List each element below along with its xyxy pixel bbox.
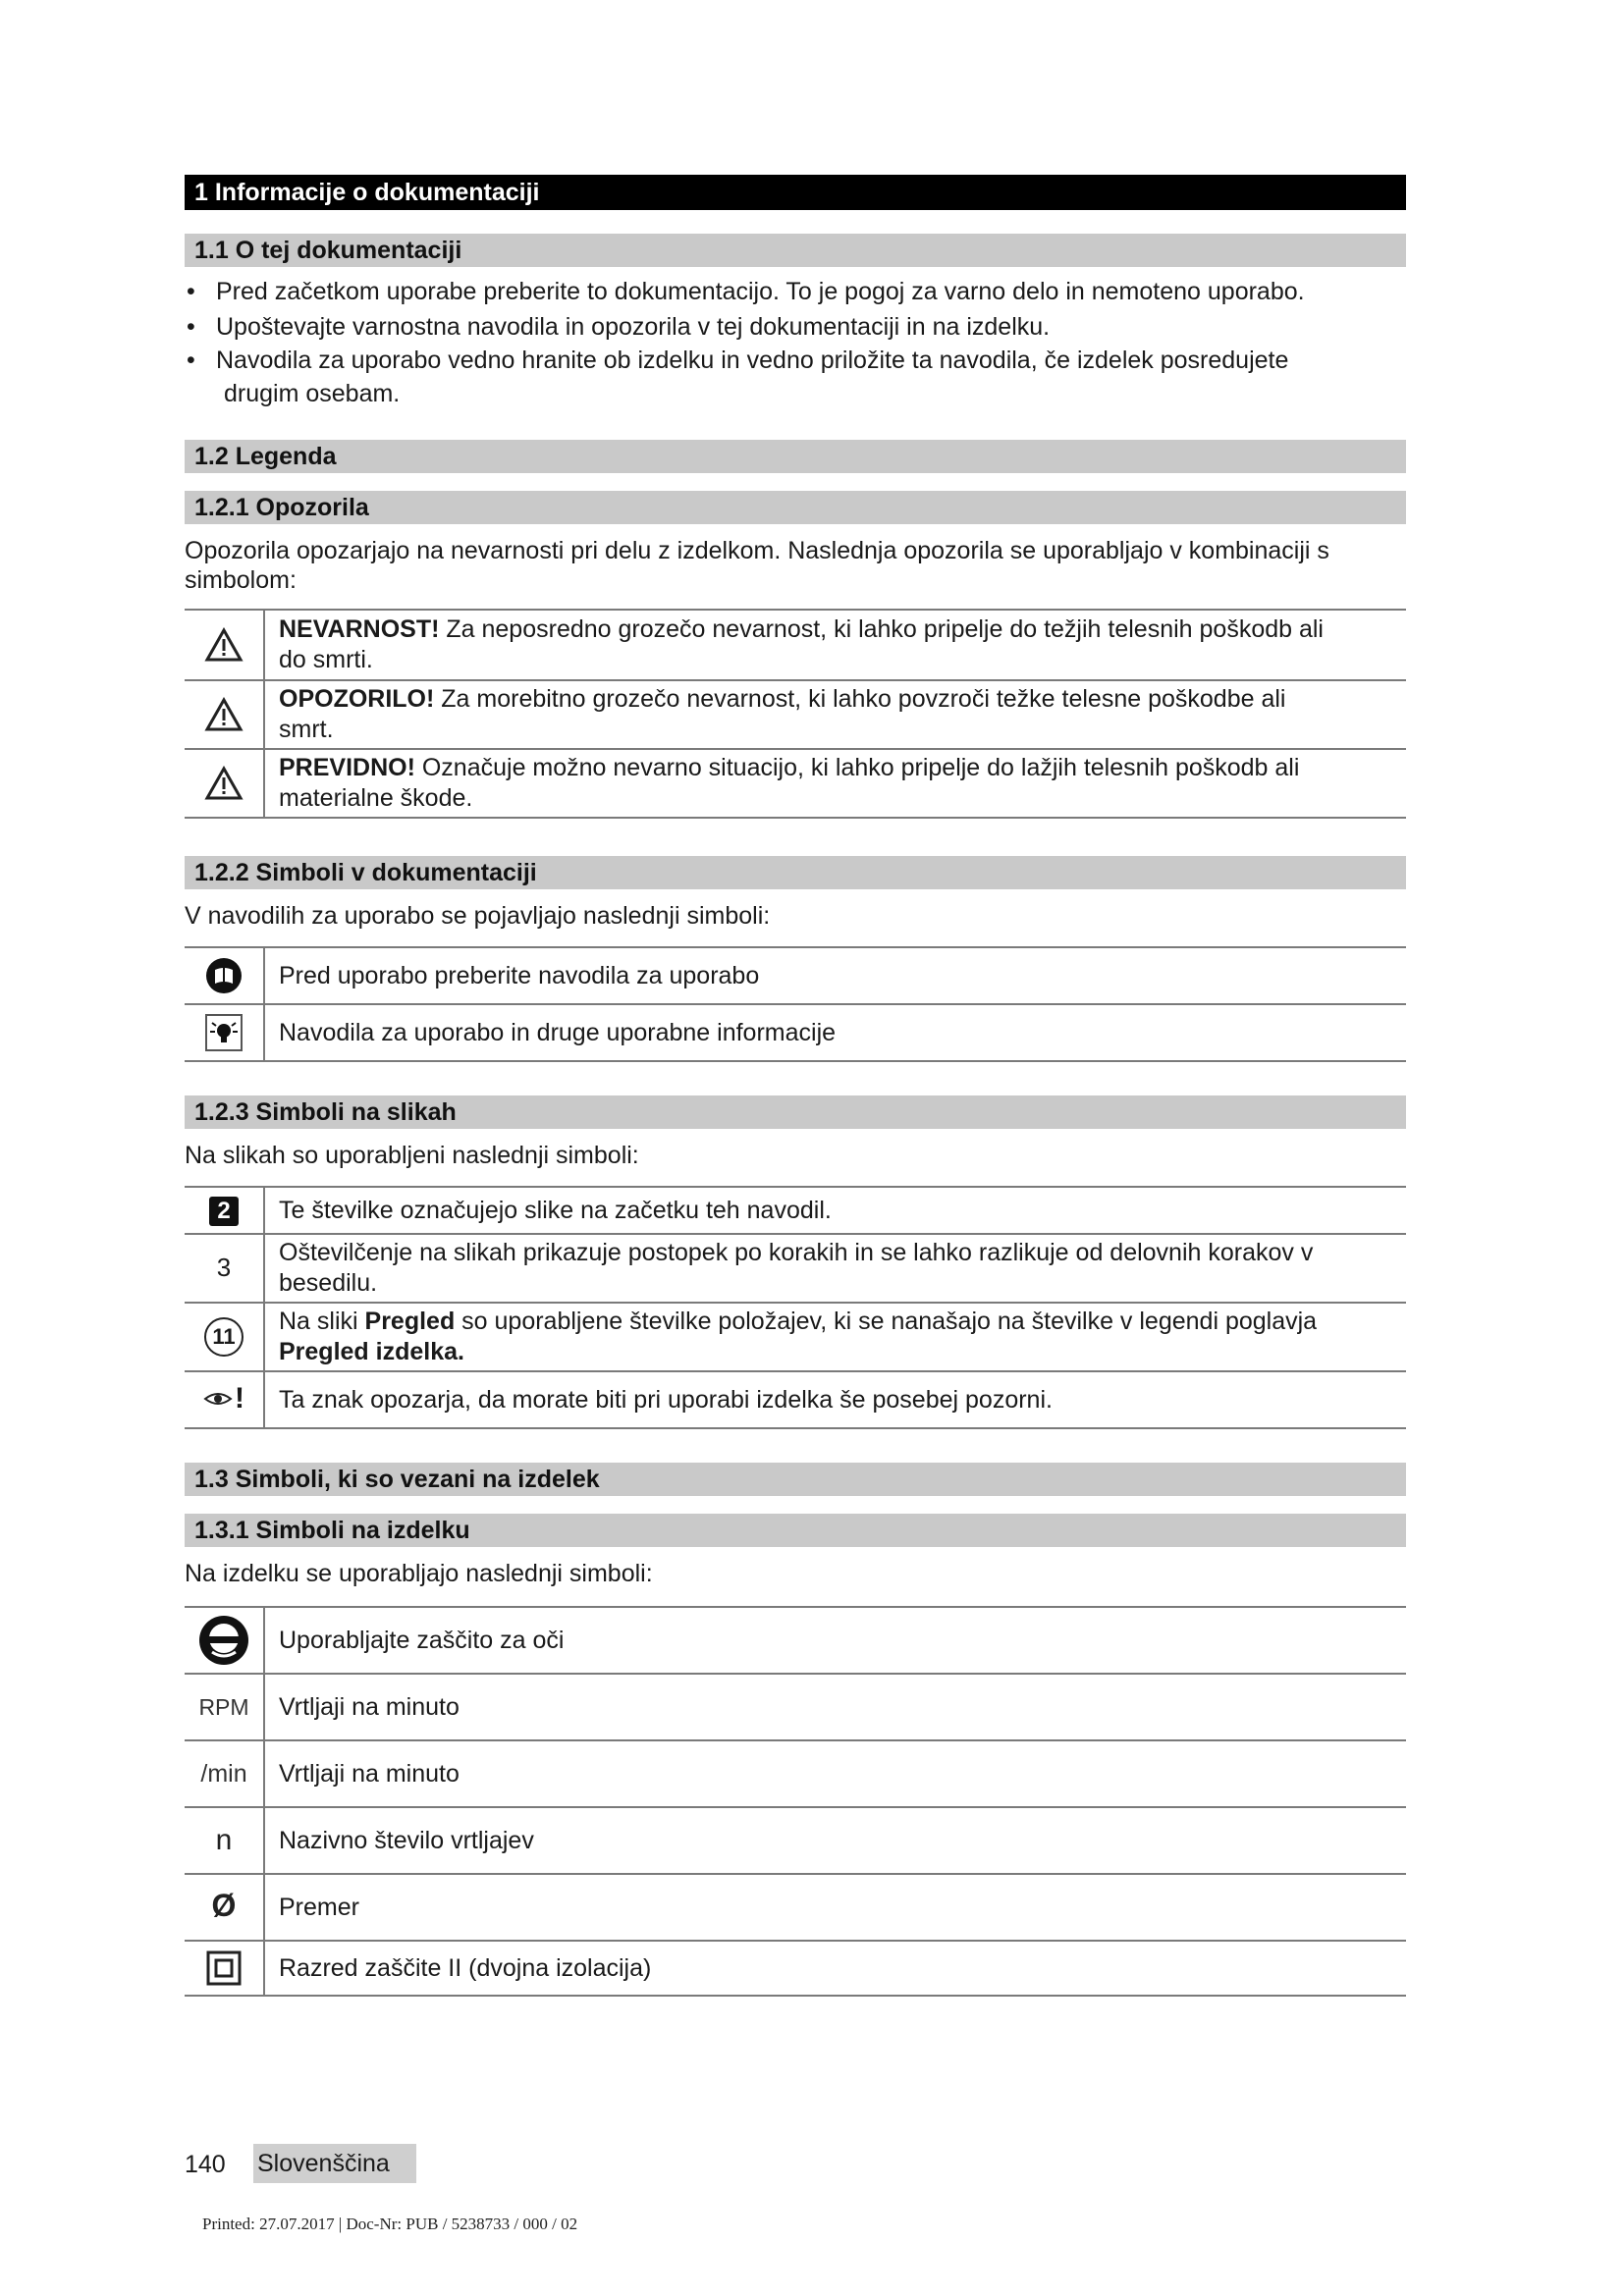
symbol-description: Te številke označujejo slike na začetku teh navodil.	[279, 1196, 832, 1224]
section-heading-1-2: 1.2 Legenda	[185, 440, 1406, 473]
step-number-icon: 3	[185, 1234, 264, 1303]
table-row	[185, 1187, 1406, 1234]
warning-text: PREVIDNO! Označuje možno nevarno situacijo, ki lahko pripelje do lažjih telesnih poškodb ali materialne škode.	[279, 754, 1300, 812]
bullet-continuation: drugim osebam.	[224, 380, 401, 407]
symbol-description: Vrtljaji na minuto	[279, 1692, 460, 1721]
symbol-description: Na sliki Pregled so uporabljene številke položajev, ki se nanašajo na številke v legendi poglavja Pregled izdelka.	[279, 1308, 1318, 1365]
table-row	[185, 1874, 1406, 1941]
paragraph: Na izdelku se uporabljajo naslednji simboli:	[185, 1560, 653, 1587]
table-row	[185, 1004, 1406, 1061]
table-row	[185, 1941, 1406, 1996]
figure-number-icon: 2	[185, 1187, 264, 1234]
protection-class-ii-icon	[185, 1941, 264, 1996]
language-label: Slovenščina	[253, 2144, 416, 2183]
attention-eye-icon: !	[185, 1371, 264, 1428]
product-symbols-table	[185, 1606, 1406, 1997]
section-heading-1-2-3: 1.2.3 Simboli na slikah	[185, 1095, 1406, 1129]
warning-triangle-icon	[185, 680, 264, 749]
section-heading-1-2-2: 1.2.2 Simboli v dokumentaciji	[185, 856, 1406, 889]
symbol-description: Vrtljaji na minuto	[279, 1759, 460, 1788]
symbol-description: Uporabljajte zaščito za oči	[279, 1626, 565, 1654]
warning-triangle-icon	[185, 749, 264, 818]
warning-triangle-icon	[185, 610, 264, 680]
table-row	[185, 1607, 1406, 1674]
section-heading-1-1: 1.1 O tej dokumentaciji	[185, 234, 1406, 267]
warning-text: NEVARNOST! Za neposredno grozečo nevarnost, ki lahko pripelje do težjih telesnih poškodb ali do smrti.	[279, 615, 1324, 673]
table-row	[185, 1303, 1406, 1371]
paragraph: Opozorila opozarjajo na nevarnosti pri delu z izdelkom. Naslednja opozorila se uporabljajo v kombinaciji s	[185, 537, 1329, 564]
read-manual-icon	[185, 947, 264, 1004]
paragraph: simbolom:	[185, 566, 297, 594]
symbol-description: Ta znak opozarja, da morate biti pri uporabi izdelka še posebej pozorni.	[279, 1385, 1053, 1414]
paragraph: Na slikah so uporabljeni naslednji simboli:	[185, 1142, 639, 1169]
symbol-description: Oštevilčenje na slikah prikazuje postopek po korakih in se lahko razlikuje od delovnih korakov v besedilu.	[279, 1239, 1314, 1297]
rpm-symbol: RPM	[185, 1674, 264, 1740]
table-row	[185, 749, 1406, 818]
doc-symbols-table	[185, 946, 1406, 1062]
symbol-description: Premer	[279, 1893, 359, 1921]
section-heading-1: 1 Informacije o dokumentaciji	[185, 175, 1406, 210]
warning-table	[185, 609, 1406, 819]
rated-speed-symbol: n	[185, 1807, 264, 1874]
table-row	[185, 1807, 1406, 1874]
print-info: Printed: 27.07.2017 | Doc-Nr: PUB / 5238733 / 000 / 02	[202, 2215, 578, 2233]
section-heading-1-3-1: 1.3.1 Simboli na izdelku	[185, 1514, 1406, 1547]
table-row	[185, 1371, 1406, 1428]
warning-text: OPOZORILO! Za morebitno grozečo nevarnost, ki lahko povzroči težke telesne poškodbe ali smrt.	[279, 685, 1286, 743]
symbol-description: Razred zaščite II (dvojna izolacija)	[279, 1953, 652, 1982]
page-number: 140	[185, 2151, 226, 2178]
figure-symbols-table	[185, 1186, 1406, 1429]
symbol-description: Pred uporabo preberite navodila za uporabo	[279, 961, 760, 989]
eye-protection-icon	[185, 1607, 264, 1674]
table-row	[185, 1234, 1406, 1303]
section-heading-1-2-1: 1.2.1 Opozorila	[185, 491, 1406, 524]
paragraph: V navodilih za uporabo se pojavljajo naslednji simboli:	[185, 902, 771, 930]
table-row	[185, 1674, 1406, 1740]
symbol-description: Navodila za uporabo in druge uporabne informacije	[279, 1018, 837, 1046]
table-row	[185, 1740, 1406, 1807]
per-minute-symbol: /min	[185, 1740, 264, 1807]
info-bulb-icon	[185, 1004, 264, 1061]
symbol-description: Nazivno število vrtljajev	[279, 1826, 534, 1854]
table-row	[185, 947, 1406, 1004]
section-heading-1-3: 1.3 Simboli, ki so vezani na izdelek	[185, 1463, 1406, 1496]
position-number-icon: 11	[185, 1303, 264, 1371]
diameter-symbol: Ø	[185, 1874, 264, 1941]
table-row	[185, 680, 1406, 749]
table-row	[185, 610, 1406, 680]
